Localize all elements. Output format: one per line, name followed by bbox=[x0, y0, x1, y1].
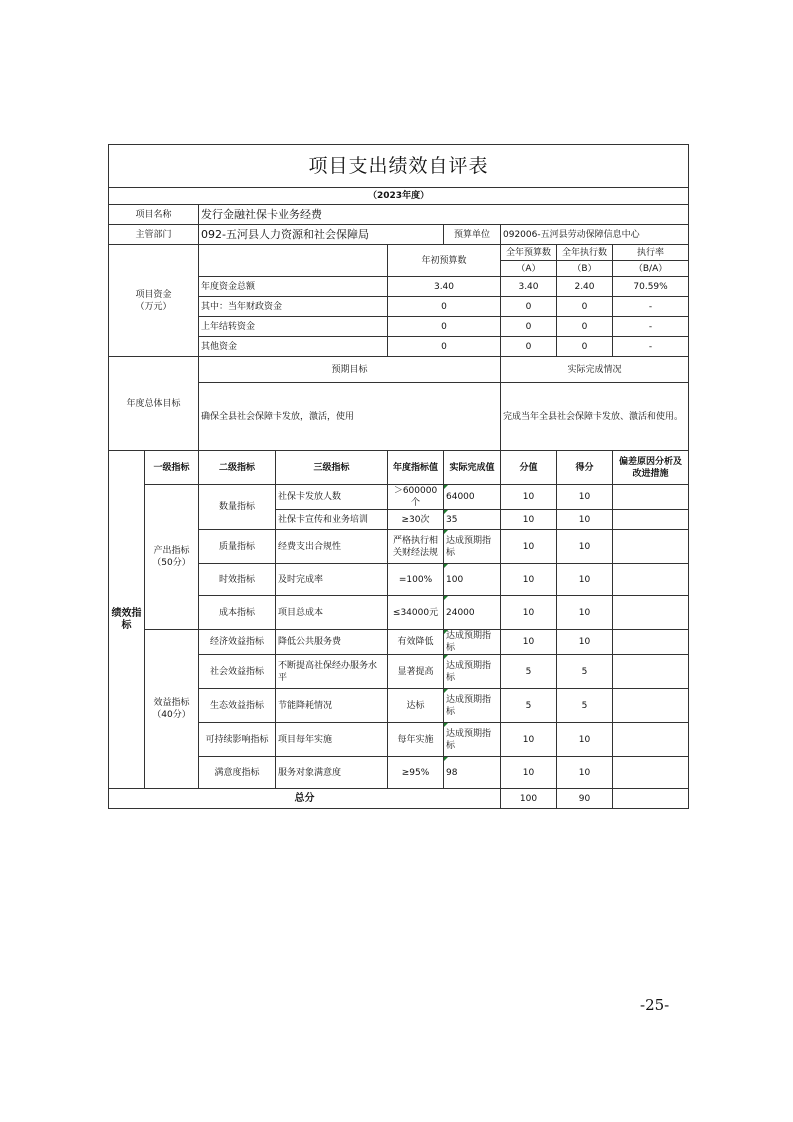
perf-row-level2: 满意度指标 bbox=[199, 757, 276, 789]
perf-row-actual: 达成预期指标 bbox=[444, 630, 501, 655]
budget-unit-label: 预算单位 bbox=[444, 225, 501, 245]
output-label: 产出指标 （50分） bbox=[145, 485, 199, 630]
project-name-label: 项目名称 bbox=[109, 205, 199, 225]
perf-row-level2: 经济效益指标 bbox=[199, 630, 276, 655]
perf-row-reason bbox=[613, 485, 689, 510]
perf-row-target: 每年实施 bbox=[388, 723, 444, 757]
funds-row-rate: - bbox=[613, 297, 689, 317]
funds-row-executed: 0 bbox=[557, 297, 613, 317]
perf-label: 绩效指标 bbox=[109, 451, 145, 789]
perf-header-level3: 三级指标 bbox=[276, 451, 388, 485]
perf-row-target: ≥95% bbox=[388, 757, 444, 789]
perf-row-reason bbox=[613, 530, 689, 564]
perf-row-actual: 35 bbox=[444, 510, 501, 530]
perf-row-target: 严格执行相关财经法规 bbox=[388, 530, 444, 564]
perf-row-got: 5 bbox=[557, 689, 613, 723]
funds-row-rate: - bbox=[613, 337, 689, 357]
perf-row-actual: 达成预期指标 bbox=[444, 689, 501, 723]
funds-row-label: 其他资金 bbox=[199, 337, 388, 357]
perf-row-got: 5 bbox=[557, 655, 613, 689]
perf-row-level2: 时效指标 bbox=[199, 564, 276, 596]
perf-row-got: 10 bbox=[557, 510, 613, 530]
perf-row-level3: 经费支出合规性 bbox=[276, 530, 388, 564]
perf-row-actual: 达成预期指标 bbox=[444, 530, 501, 564]
perf-row-level3: 不断提高社保经办服务水平 bbox=[276, 655, 388, 689]
funds-header-b: （B） bbox=[557, 261, 613, 277]
goals-label: 年度总体目标 bbox=[109, 357, 199, 451]
perf-row-got: 10 bbox=[557, 630, 613, 655]
funds-row-initial: 3.40 bbox=[388, 277, 501, 297]
funds-row-executed: 2.40 bbox=[557, 277, 613, 297]
perf-header-level1: 一级指标 bbox=[145, 451, 199, 485]
perf-row-target: ≤34000元 bbox=[388, 596, 444, 630]
funds-header-a: （A） bbox=[501, 261, 557, 277]
funds-row-full-year: 0 bbox=[501, 297, 557, 317]
perf-row-score: 5 bbox=[501, 655, 557, 689]
quantity-label: 数量指标 bbox=[199, 485, 276, 530]
perf-header-reason: 偏差原因分析及改进措施 bbox=[613, 451, 689, 485]
perf-row-reason bbox=[613, 723, 689, 757]
funds-header-rate: 执行率 bbox=[613, 245, 689, 261]
perf-row-level3: 及时完成率 bbox=[276, 564, 388, 596]
perf-row-reason bbox=[613, 510, 689, 530]
funds-row-rate: 70.59% bbox=[613, 277, 689, 297]
funds-row-executed: 0 bbox=[557, 337, 613, 357]
perf-header-target: 年度指标值 bbox=[388, 451, 444, 485]
perf-row-level2: 生态效益指标 bbox=[199, 689, 276, 723]
funds-header-ba: （B/A） bbox=[613, 261, 689, 277]
funds-row-full-year: 0 bbox=[501, 337, 557, 357]
benefit-label: 效益指标 （40分） bbox=[145, 630, 199, 789]
perf-row-level3: 项目总成本 bbox=[276, 596, 388, 630]
perf-row-level2: 成本指标 bbox=[199, 596, 276, 630]
perf-row-score: 10 bbox=[501, 510, 557, 530]
page-number: -25- bbox=[640, 996, 670, 1014]
funds-label: 项目资金 （万元） bbox=[109, 245, 199, 357]
goals-actual: 完成当年全县社会保障卡发放、激活和使用。 bbox=[501, 383, 689, 451]
funds-row-initial: 0 bbox=[388, 297, 501, 317]
funds-header-initial: 年初预算数 bbox=[388, 245, 501, 277]
perf-header-level2: 二级指标 bbox=[199, 451, 276, 485]
perf-row-got: 10 bbox=[557, 530, 613, 564]
total-label: 总分 bbox=[109, 789, 501, 809]
perf-row-target: ≥30次 bbox=[388, 510, 444, 530]
funds-row-full-year: 3.40 bbox=[501, 277, 557, 297]
perf-row-level2: 可持续影响指标 bbox=[199, 723, 276, 757]
perf-row-target: 显著提高 bbox=[388, 655, 444, 689]
total-reason bbox=[613, 789, 689, 809]
project-name: 发行金融社保卡业务经费 bbox=[199, 205, 689, 225]
perf-row-score: 10 bbox=[501, 630, 557, 655]
perf-row-level3: 项目每年实施 bbox=[276, 723, 388, 757]
perf-row-actual: 98 bbox=[444, 757, 501, 789]
perf-row bbox=[109, 485, 689, 510]
funds-row-label: 上年结转资金 bbox=[199, 317, 388, 337]
perf-header-actual: 实际完成值 bbox=[444, 451, 501, 485]
perf-row-level3: 社保卡发放人数 bbox=[276, 485, 388, 510]
funds-row-label: 其中：当年财政资金 bbox=[199, 297, 388, 317]
budget-unit: 092006-五河县劳动保障信息中心 bbox=[501, 225, 689, 245]
perf-row-actual: 24000 bbox=[444, 596, 501, 630]
goals-expected: 确保全县社会保障卡发放，激活，使用 bbox=[199, 383, 501, 451]
perf-row-target: =100% bbox=[388, 564, 444, 596]
perf-row-score: 5 bbox=[501, 689, 557, 723]
perf-row-reason bbox=[613, 564, 689, 596]
perf-row-level3: 社保卡宣传和业务培训 bbox=[276, 510, 388, 530]
perf-row-score: 10 bbox=[501, 723, 557, 757]
perf-row-target: 达标 bbox=[388, 689, 444, 723]
perf-row-actual: 达成预期指标 bbox=[444, 723, 501, 757]
perf-row-score: 10 bbox=[501, 757, 557, 789]
perf-row-reason bbox=[613, 689, 689, 723]
total-got: 90 bbox=[557, 789, 613, 809]
dept-name: 092-五河县人力资源和社会保障局 bbox=[199, 225, 444, 245]
funds-row-label: 年度资金总额 bbox=[199, 277, 388, 297]
perf-row-reason bbox=[613, 630, 689, 655]
perf-row-reason bbox=[613, 655, 689, 689]
funds-row-executed: 0 bbox=[557, 317, 613, 337]
funds-header-full-year: 全年预算数 bbox=[501, 245, 557, 261]
perf-row-score: 10 bbox=[501, 596, 557, 630]
perf-row-level3: 降低公共服务费 bbox=[276, 630, 388, 655]
funds-row-initial: 0 bbox=[388, 317, 501, 337]
perf-row-got: 10 bbox=[557, 485, 613, 510]
perf-row-got: 10 bbox=[557, 757, 613, 789]
page-title: 项目支出绩效自评表 bbox=[109, 145, 689, 188]
perf-row-target: 有效降低 bbox=[388, 630, 444, 655]
performance-self-evaluation-sheet bbox=[108, 144, 688, 809]
funds-header-executed: 全年执行数 bbox=[557, 245, 613, 261]
perf-row-level3: 节能降耗情况 bbox=[276, 689, 388, 723]
perf-row-actual: 100 bbox=[444, 564, 501, 596]
perf-row-reason bbox=[613, 757, 689, 789]
funds-row-full-year: 0 bbox=[501, 317, 557, 337]
perf-row-actual: 64000 bbox=[444, 485, 501, 510]
funds-row-rate: - bbox=[613, 317, 689, 337]
perf-row-actual: 达成预期指标 bbox=[444, 655, 501, 689]
perf-header-score: 分值 bbox=[501, 451, 557, 485]
perf-row-got: 10 bbox=[557, 564, 613, 596]
perf-row-score: 10 bbox=[501, 530, 557, 564]
perf-header-got: 得分 bbox=[557, 451, 613, 485]
perf-row-level2: 质量指标 bbox=[199, 530, 276, 564]
perf-row-reason bbox=[613, 596, 689, 630]
perf-row-score: 10 bbox=[501, 485, 557, 510]
total-score: 100 bbox=[501, 789, 557, 809]
goals-actual-header: 实际完成情况 bbox=[501, 357, 689, 383]
funds-row-initial: 0 bbox=[388, 337, 501, 357]
year-label: （2023年度） bbox=[109, 188, 689, 205]
perf-row-score: 10 bbox=[501, 564, 557, 596]
perf-row-got: 10 bbox=[557, 596, 613, 630]
perf-row-target: ＞600000个 bbox=[388, 485, 444, 510]
perf-row-got: 10 bbox=[557, 723, 613, 757]
evaluation-table bbox=[108, 144, 689, 809]
funds-header-blank bbox=[199, 245, 388, 277]
perf-row-level2: 社会效益指标 bbox=[199, 655, 276, 689]
goals-expected-header: 预期目标 bbox=[199, 357, 501, 383]
dept-label: 主管部门 bbox=[109, 225, 199, 245]
perf-row-level3: 服务对象满意度 bbox=[276, 757, 388, 789]
perf-row bbox=[109, 630, 689, 655]
